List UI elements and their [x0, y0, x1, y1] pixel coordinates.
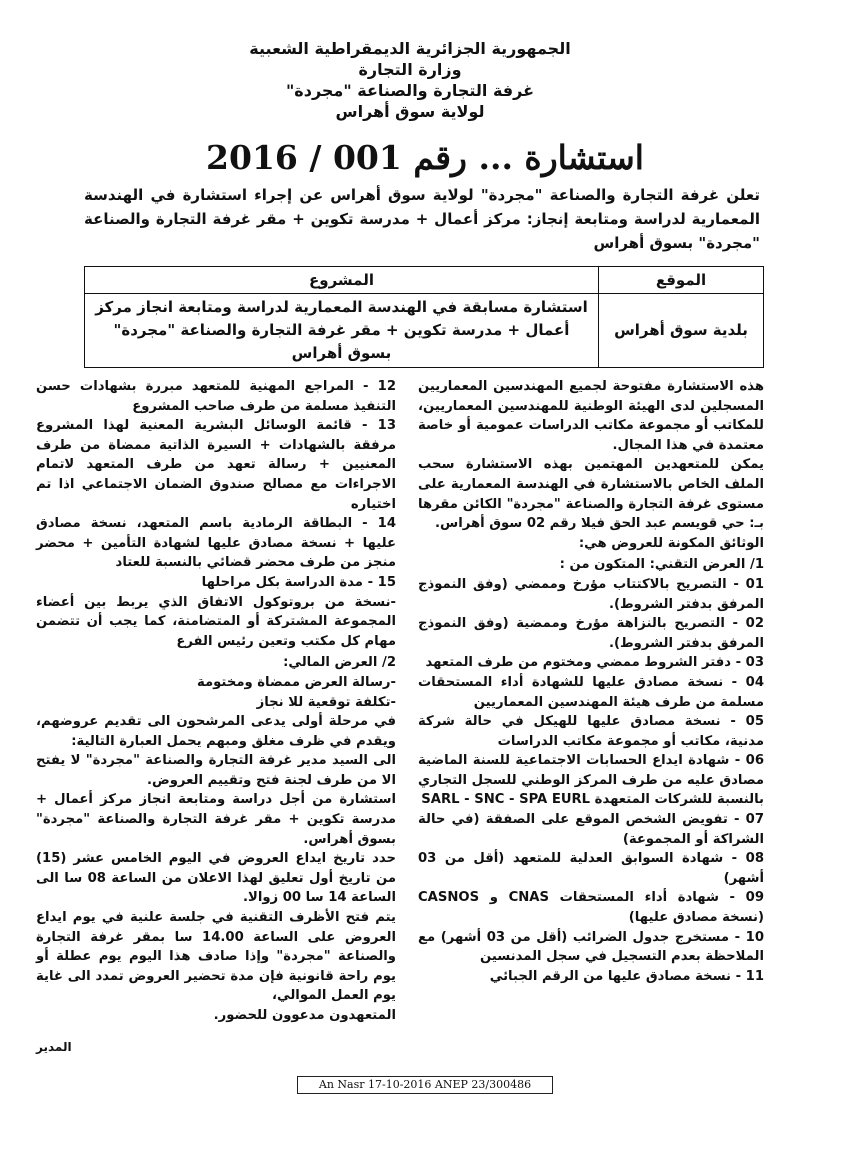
header-project: المشروع: [85, 267, 599, 294]
right-column: [418, 377, 764, 986]
paragraph: الى السيد مدير غرفة التجارة والصناعة "مجردة" لا يفتح الا من طرف لجنة فتح وتقييم العروض.: [36, 753, 396, 788]
list-item: 10 - مستخرج جدول الضرائب (أقل من 03 أشهر) مع الملاحظة بعدم التسجيل في سجل المدنسين: [418, 929, 764, 965]
list-item: 08 - شهادة السوابق العدلية للمتعهد (أقل من 03 أشهر): [418, 851, 764, 886]
list-item: 13 - قائمة الوسائل البشرية المعنية لهذا المشروع مرفقة بالشهادات + السيرة الذاتية ممضاة من طرف المعنيين + رسالة تعهد من طرف المتعهد لاتمام الاجراءات مع مصالح صندوق الضمان الاجتماعي اذا تم اختياره: [36, 418, 396, 512]
paragraph: في مرحلة أولى يدعى المرشحون الى تقديم عروضهم، ويقدم في ظرف مغلق ومبهم يحمل العبارة التالية:: [36, 714, 396, 749]
list-item: 15 - مدة الدراسة بكل مراحلها: [201, 574, 396, 590]
table-row: [85, 294, 764, 368]
paragraph: المتعهدون مدعوون للحضور.: [213, 1008, 396, 1023]
list-item: 14 - البطاقة الرمادية باسم المتعهد، نسخة مصادق عليها + نسخة مصادق عليها لشهادة التأمين + محضر منجز من طرف محضر قضائي بالنسبة للعتاد: [36, 516, 396, 571]
header-chamber: غرفة التجارة والصناعة "مجردة": [285, 81, 535, 100]
list-item: -رسالة العرض ممضاة ومختومة: [197, 674, 396, 690]
cell-location: بلدية سوق أهراس: [599, 294, 764, 368]
project-table: [84, 266, 764, 368]
header-location: الموقع: [599, 267, 764, 294]
header-province: لولاية سوق أهراس: [335, 102, 485, 121]
list-item: 12 - المراجع المهنية للمتعهد مبررة بشهادات حسن التنفيذ مسلمة من طرف صاحب المشروع: [36, 379, 396, 414]
section-heading: 2/ العرض المالي:: [283, 655, 396, 671]
list-item: 03 - دفتر الشروط ممضي ومختوم من طرف المتعهد: [425, 655, 764, 671]
paragraph: يتم فتح الأظرف التقنية في جلسة علنية في يوم ايداع العروض على الساعة 14.00 سا بمقر غرفة التجارة والصناعة "مجردة" وإذا صادف هذا اليوم يوم عطلة أو يوم راحة قانونية فإن مدة تحضير العروض تمدد الى غاية يوم العمل الموالي،: [36, 910, 396, 1004]
list-item: 06 - شهادة ايداع الحسابات الاجتماعية للسنة الماضية مصادق عليه من طرف المركز الوطني للسجل التجاري بالنسبة للشركات المتعهدة SARL - SNC - SPA EURL: [418, 753, 764, 808]
document-title: استشارة ... رقم 001 / 2016: [206, 138, 644, 177]
list-item: 07 - تفويض الشخص الموقع على الصفقة (في حالة الشراكة أو المجموعة): [418, 812, 764, 847]
section-heading: 1/ العرض التقني: المتكون من :: [559, 557, 764, 573]
paragraph: يمكن للمتعهدين المهتمين بهذه الاستشارة سحب الملف الخاص بالاستشارة في الهندسة المعمارية على مستوى غرفة التجارة والصناعة "مجردة" الكائن مقرها بـ: حي قويسم عبد الحق فيلا رقم 02 سوق أهراس.: [418, 457, 764, 532]
paragraph: -نسخة من بروتوكول الاتفاق الذي يربط بين أعضاء المجموعة المشتركة أو المتضامنة، كما يجب أن تتضمن مهام كل مكتب وتعين رئيس الفرع: [36, 594, 396, 649]
cell-project: استشارة مسابقة في الهندسة المعمارية لدراسة ومتابعة انجاز مركز أعمال + مدرسة تكوين + مقر غرفة التجارة والصناعة "مجردة" بسوق أهراس: [85, 294, 599, 368]
paragraph: هذه الاستشارة مفتوحة لجميع المهندسين المعماريين المسجلين لدى الهيئة الوطنية للمهندسين المعماريين، للمكاتب أو مجموعة مكاتب الدراسات عمومية أو خاصة معتمدة في هذا المجال.: [418, 379, 764, 453]
list-item: 01 - التصريح بالاكتتاب مؤرخ وممضي (وفق النموذج المرفق بدفتر الشروط).: [418, 576, 764, 612]
document-header: [180, 38, 640, 122]
paragraph: استشارة من أجل دراسة ومتابعة انجاز مركز أعمال + مدرسة تكوين + مقر غرفة التجارة والصناعة "مجردة" بسوق أهراس.: [36, 792, 396, 847]
header-republic: الجمهورية الجزائرية الديمقراطية الشعبية: [249, 39, 571, 58]
intro-paragraph: تعلن غرفة التجارة والصناعة "مجردة" لولاية سوق أهراس عن إجراء استشارة في الهندسة المعمارية لدراسة ومتابعة إنجاز: مركز أعمال + مدرسة تكوين + مقر غرفة التجارة والصناعة "مجردة" بسوق أهراس: [84, 186, 760, 252]
publication-stamp: An Nasr 17-10-2016 ANEP 23/300486: [297, 1076, 553, 1094]
list-item: 05 - نسخة مصادق عليها للهيكل في حالة شركة مدنية، مكاتب أو مجموعة مكاتب الدراسات: [418, 714, 764, 749]
list-item: 11 - نسخة مصادق عليها من الرقم الجبائي: [489, 968, 764, 984]
paragraph: حدد تاريخ ايداع العروض في اليوم الخامس عشر (15) من تاريخ أول تعليق لهذا الاعلان من الساعة 08 سا الى الساعة 14 سا 00 زوالا.: [36, 851, 397, 906]
list-item: -تكلفة توقعية للا نجاز: [256, 694, 396, 710]
paragraph: الوثائق المكونة للعروض هي:: [578, 535, 764, 551]
list-item: 09 - شهادة أداء المستحقات CNAS و CASNOS (نسخة مصادق عليها): [418, 890, 764, 926]
table-header-row: [85, 267, 764, 294]
list-item: 04 - نسخة مصادق عليها للشهادة أداء المستحقات مسلمة من طرف هيئة المهندسين المعماريين: [418, 674, 764, 710]
header-ministry: وزارة التجارة: [358, 60, 462, 79]
list-item: 02 - التصريح بالنزاهة مؤرخ وممضية (وفق النموذج المرفق بدفتر الشروط).: [418, 616, 764, 651]
signature: المدير: [36, 1040, 72, 1054]
left-column: [36, 377, 396, 1026]
